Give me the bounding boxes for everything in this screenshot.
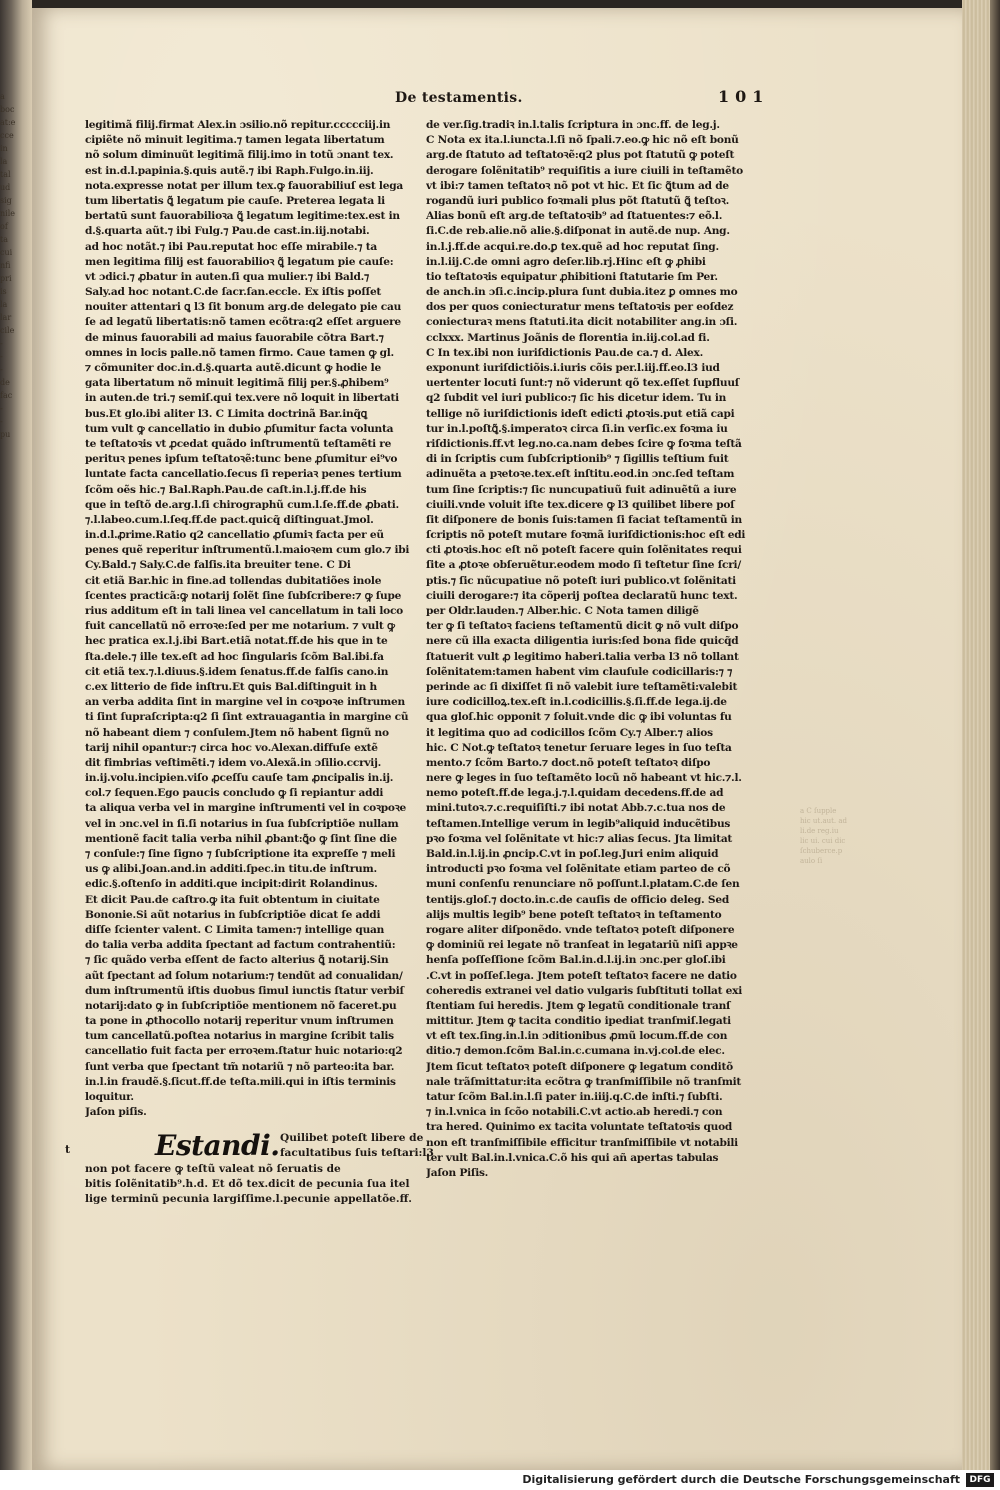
- strip-line: -: [0, 404, 3, 413]
- text-line: di in ſcriptis cum ſubſcriptionib⁹ ⁊ ſigillis teſtium fuit: [426, 453, 729, 466]
- text-line: ſcentes practicã:ꝙ notarij ſolẽt ſine ſubſcribere:⁊ ꝙ ſupe: [85, 589, 402, 602]
- text-line: dit fimbrias veſtimẽti.⁊ idem vo.Alexã.in ɔſilio.ccrvij.: [85, 756, 382, 769]
- strip-line: ud: [0, 183, 11, 192]
- text-line: nõ habeant diem ⁊ conſulem.Jtem nõ habent ſignũ no: [85, 726, 389, 739]
- text-line: in auten.de tri.⁊ semiſ.qui tex.vere nõ loquit in libertati: [85, 392, 399, 405]
- text-line: ad hoc notãt.⁊ ibi Pau.reputat hoc eſſe mirabile.⁊ ta: [85, 240, 377, 253]
- text-line: tio teſtatoꝛis equipatur ꝓhibitioni ſtatutarie ſm Per.: [426, 270, 718, 283]
- text-line: bitis ſolẽnitatib⁹.h.d. Et dõ tex.dicit de pecunia ſua itel: [85, 1177, 410, 1190]
- text-line: gata libertatum nõ minuit legitimã filij per.§.ꝓhibem⁹: [85, 377, 389, 390]
- text-line: it legitima quo ad codicillos ſcõm Cy.⁊ Alber.⁊ alios: [426, 726, 713, 739]
- text-line: rogare aliter diſponẽdo. vnde teſtatoꝛ poteſt diſponere: [426, 923, 735, 936]
- text-line: facultatibus ſuis teſtari:l3: [280, 1147, 434, 1160]
- text-line: ⁊ ſic quãdo verba eſſent de facto alterius ꝗ̃ notarij.Sin: [85, 954, 389, 967]
- strip-line: nile: [0, 209, 16, 218]
- text-line: Bald.in.l.ij.in ꝓncip.C.vt in poſ.leg.Juri enim aliquid: [426, 848, 719, 860]
- text-line: tum libertatis ꝗ̃ legatum pie cauſe. Preterea legata li: [85, 194, 385, 207]
- text-line: adinuẽta a pꝛetoꝛe.tex.eſt inſtitu.eod.in ɔnc.ſed teſtam: [426, 468, 735, 481]
- text-line: dos per quos coniecturatur mens teſtatoꝛis per eoſdez: [426, 301, 734, 314]
- text-line: legitimã filij.firmat Alex.in ɔsilio.nõ repitur.ccccciij.in: [85, 119, 391, 131]
- strip-line: is: [0, 287, 7, 296]
- text-line: Cy.Bald.⁊ Saly.C.de falſis.ita breuiter tene. C Di: [85, 559, 351, 572]
- text-line: vt eſt tex.ſing.in.l.in ɔditionibus ꝓmũ locum.ff.de con: [426, 1030, 728, 1043]
- book-edge-shadow: [990, 0, 1000, 1470]
- text-line: vel in ɔnc.vel in ſi.ſi notarius in ſua ſubſcriptiõe nullam: [85, 817, 399, 830]
- text-line: Et dicit Pau.de caſtro.ꝙ ita fuit obtentum in ciuitate: [85, 893, 380, 906]
- text-line: tum vult ꝙ cancellatio in dubio ꝓſumitur facta volunta: [85, 422, 394, 435]
- text-line: Jaſon Piſis.: [426, 1166, 489, 1179]
- text-line: fuit cancellatũ nõ erroꝛe:ſed per me notarium. ⁊ vult ꝙ: [85, 620, 395, 633]
- text-line: coniecturaꝛ mens ſtatuti.ita dicit notabiliter ang.in ɔſi.: [426, 316, 738, 329]
- strip-line: fac: [0, 391, 13, 400]
- text-line: mentionẽ facit talia verba nihil ꝓbant:ꝗ̃o ꝙ ſint ſine die: [85, 832, 397, 845]
- text-line: mento.⁊ ſcõm Barto.⁊ doct.nõ poteſt teſtatoꝛ diſpo: [426, 756, 711, 769]
- text-line: us ꝙ alibi.Joan.and.in additi.ſpec.in titu.de inſtrum.: [85, 863, 377, 876]
- text-line: ſta.dele.⁊ ille tex.eſt ad hoc ſingularis ſcõm Bal.ibi.fa: [85, 650, 384, 663]
- right-text-column: [426, 118, 801, 1181]
- strip-line: ta: [0, 235, 8, 244]
- text-line: C Nota ex ita.l.iuncta.l.ſi nõ ſpali.⁊.eo.ꝙ hic nõ eſt bonũ: [426, 134, 739, 147]
- left-text-column: [85, 118, 437, 1120]
- text-line: ⁊ cõmuniter doc.in.d.§.quarta autẽ.dicunt ꝙ hodie le: [85, 362, 381, 374]
- text-line: mittitur. Jtem ꝙ tacita conditio ipediat tranſmiſ.legati: [426, 1015, 731, 1028]
- decorated-initial-heading: Estandi.: [155, 1129, 280, 1163]
- text-line: arg.de ſtatuto ad teſtatoꝛẽ:q2 plus pot ſtatutũ ꝙ poteſt: [426, 149, 735, 162]
- text-line: do talia verba addita ſpectant ad factum contrahentiũ:: [85, 939, 396, 952]
- margin-line: hic ut.aut. ad: [800, 817, 848, 825]
- text-line: ſite a ꝓtoꝛe obſeruẽtur.eodem modo ſi teſtetur ſine ſcri/: [426, 559, 741, 572]
- text-line: non pot facere ꝙ teſtũ valeat nõ ſeruatis de: [85, 1162, 341, 1175]
- margin-line: ſchuberce.p: [800, 847, 843, 855]
- text-line: per Oldr.lauden.⁊ Alber.hic. C Nota tamen diligẽ: [426, 605, 699, 617]
- text-line: nouiter attentari ꝗ l3 ſit bonum arg.de delegato pie cau: [85, 301, 402, 314]
- strip-line: -: [0, 352, 3, 361]
- text-line: tum cancellatũ.poſtea notarius in margine ſcribit talis: [85, 1030, 394, 1043]
- strip-line: of: [0, 222, 8, 231]
- margin-line: lic ui. cui dic: [800, 837, 846, 845]
- strip-line: -: [0, 365, 3, 374]
- text-line: C In tex.ibi non iuriſdictionis Pau.de ca.⁊ d. Alex.: [426, 346, 704, 359]
- text-line: mini.tutoꝛ.⁊.c.requiſiſti.⁊ ibi notat Abb.⁊.c.tua nos de: [426, 802, 726, 815]
- strip-line: sig: [0, 196, 12, 205]
- text-line: ſi.C.de reb.alie.nõ alie.§.diſponat in autẽ.de nup. Ang.: [426, 225, 730, 238]
- text-line: loquitur.: [85, 1091, 134, 1103]
- strip-line: nfi: [0, 261, 11, 270]
- text-line: q2 ſubdit vel iuri publico:⁊ ſic his dicetur idem. Tu in: [426, 392, 727, 405]
- text-line: derogare ſolẽnitatib⁹ requiſitis a iure ciuili in teſtamẽto: [426, 164, 743, 177]
- text-line: ta pone in ꝓthocollo notarij reperitur vnum inſtrumen: [85, 1015, 394, 1028]
- footer-bar: [0, 1470, 1000, 1490]
- margin-line: aulo ſi: [800, 857, 823, 865]
- strip-line: -: [0, 339, 3, 348]
- text-line: cclxxx. Martinus Joãnis de florentia in.iij.col.ad fi.: [426, 331, 710, 344]
- text-line: ſe ad legatũ libertatis:nõ tamen ecõtra:q2 eſſet arguere: [85, 316, 401, 329]
- strip-line: -: [0, 417, 3, 426]
- text-line: luntate facta cancellatio.ſecus ſi reperiaꝛ penes tertium: [85, 468, 402, 481]
- text-line: muni conſenſu renunciare nõ poſſunt.l.platam.C.de ſen: [426, 878, 740, 891]
- strip-line: cce: [0, 131, 14, 140]
- text-line: perituꝛ penes ipſum teſtatoꝛẽ:tunc bene ꝓſumitur ei⁹vo: [85, 453, 398, 466]
- text-line: Alias bonũ eſt arg.de teſtatoꝛib⁹ ad ſtatuentes:⁊ eõ.l.: [426, 210, 723, 223]
- previous-page-text-strip: [0, 90, 30, 1340]
- text-line: ſtentiam ſui heredis. Jtem ꝙ legatũ conditionale tranſ: [426, 999, 731, 1012]
- text-line: nõ solum diminuũt legitimã filij.imo in totũ ɔnant tex.: [85, 149, 394, 162]
- text-line: qua gloſ.hic opponit ⁊ ſoluit.vnde dic ꝙ ibi voluntas fu: [426, 711, 732, 724]
- text-line: cit etiã Bar.hic in fine.ad tollendas dubitatiões inole: [85, 574, 382, 587]
- text-line: de minus fauorabili ad maius fauorabile cõtra Bart.⁊: [85, 331, 384, 344]
- text-line: ⁊ conſule:⁊ ſine ſigno ⁊ ſubſcriptione ita expreſſe ⁊ meli: [85, 848, 396, 860]
- text-line: diſſe ſcienter valent. C Limita tamen:⁊ intellige quan: [85, 923, 385, 936]
- running-title: De testamentis.: [395, 90, 523, 106]
- text-line: ciuili derogare:⁊ ita cõperij poſtea declaratũ hunc text.: [426, 589, 738, 602]
- text-line: vt ibi:⁊ tamen teſtatoꝛ nõ pot vt hic. Et ſic ꝗ̃tum ad de: [426, 179, 729, 192]
- text-line: ſit diſponere de bonis ſuis:tamen ſi faciat teſtamentũ in: [426, 513, 742, 526]
- text-line: ⁊.l.labeo.cum.l.ſeq.ff.de pact.quicq̃ diſtinguat.Jmol.: [85, 513, 374, 526]
- text-line: aũt ſpectant ad ſolum notarium:⁊ tendũt ad conualidan/: [85, 969, 403, 982]
- text-line: tur in.l.poſtꝗ̃.§.imperatoꝛ circa ſi.in verſic.ex foꝛma iu: [426, 422, 728, 435]
- strip-line: at:e: [0, 118, 16, 127]
- strip-line: la: [0, 300, 8, 309]
- text-line: exponunt iuriſdictiõis.i.iuris cõis per.l.iij.ff.eo.l3 iud: [426, 362, 720, 374]
- text-line: alijs multis legib⁹ bene poteſt teſtatoꝛ in teſtamento: [426, 908, 722, 921]
- text-line: ꝙ dominiũ rei legate nõ tranſeat in legatariũ niſi appꝛe: [426, 939, 738, 952]
- text-line: penes quẽ reperitur inſtrumentũ.l.maioꝛem cum glo.⁊ ibi: [85, 544, 410, 557]
- text-line: men legitima filij est fauorabilioꝛ ꝗ̃ legatum pie cauſe:: [85, 255, 394, 268]
- text-line: in.l.iij.C.de omni agro deſer.lib.rj.Hinc eſt ꝙ ꝓhibi: [426, 255, 706, 268]
- text-line: hic. C Not.ꝙ teſtatoꝛ tenetur ſeruare leges in ſuo teſta: [426, 741, 732, 754]
- text-line: est in.d.l.papinia.§.quis autẽ.⁊ ibi Raph.Fulgo.in.iij.: [85, 164, 374, 177]
- text-line: ſcriptis nõ poteſt mutare foꝛmã iuriſdictionis:hoc eſt edi: [426, 529, 746, 542]
- text-line: omnes in locis palle.nõ tamen firmo. Caue tamen ꝙ gl.: [85, 346, 394, 359]
- strip-line: de: [0, 378, 10, 387]
- text-line: Jaſon piſis.: [85, 1106, 147, 1119]
- text-line: ti ſint ſupraſcripta:q2 ſi ſint extrauagantia in margine cũ: [85, 711, 409, 724]
- testandi-body-text: [85, 1177, 445, 1207]
- text-line: non eſt tranſmiſſibile efficitur tranſmiſſibile vt notabili: [426, 1136, 738, 1149]
- text-line: tum ſine ſcriptis:⁊ ſic nuncupatiuũ fuit adinuẽtũ a iure: [426, 483, 737, 496]
- text-line: ptis.⁊ ſic nũcupatiue nõ poteſt iuri publico.vt ſolẽnitati: [426, 574, 736, 587]
- text-line: nere ꝙ leges in ſuo teſtamẽto locũ nõ habeant vt hic.⁊.l.: [426, 772, 742, 785]
- text-line: Saly.ad hoc notant.C.de ſacr.ſan.eccle. Ex iſtis poſſet: [85, 286, 382, 299]
- text-line: uertenter locuti ſunt:⁊ nõ viderunt qõ tex.eſſet ſupfluuſ: [426, 377, 740, 390]
- text-line: cipiẽte nõ minuit legitima.⁊ tamen legata libertatum: [85, 134, 385, 147]
- text-line: tra hered. Quinimo ex tacita voluntate teſtatoꝛis quod: [426, 1121, 733, 1134]
- text-line: cancellatio fuit facta per erroꝛem.ſtatur huic notario:q2: [85, 1045, 403, 1058]
- text-line: tentijs.gloſ.⁊ docto.in.c.de cauſis de officio deleg. Sed: [426, 893, 729, 906]
- text-line: hec pratica ex.l.j.ibi Bart.etiã notat.ff.de his que in te: [85, 635, 388, 648]
- dfg-logo: DFG: [966, 1473, 994, 1487]
- text-line: ſtatuerit vult ꝓ legitimo haberi.talia verba l3 nõ tollant: [426, 650, 739, 663]
- text-line: bertatū sunt fauorabilioꝛa ꝗ̃ legatum legitime:tex.est in: [85, 210, 400, 223]
- text-line: tatur ſcõm Bal.in.l.ſi pater in.iiij.q.C.de inſti.⁊ ſubſti.: [426, 1091, 723, 1103]
- text-line: ditio.⁊ demon.ſcõm Bal.in.c.cumana in.vj.col.de elec.: [426, 1045, 725, 1058]
- text-line: in.ij.volu.incipien.viſo ꝓceſſu cauſe tam ꝓncipalis in.ij.: [85, 772, 394, 785]
- text-line: c.ex litterio de fide inſtru.Et ꝗuis Bal.diſtinguit in h: [85, 680, 377, 693]
- strip-line: in: [0, 144, 8, 153]
- text-line: nere cũ illa exacta diligentia iuris:ſed bona fide quicq̃d: [426, 635, 739, 648]
- text-line: ter ꝙ ſi teſtatoꝛ faciens teſtamentũ dicit ꝙ nõ vult diſpo: [426, 620, 739, 633]
- text-line: te teſtatoꝛis vt ꝓcedat quãdo inſtrumentũ teſtamẽti re: [85, 437, 392, 450]
- text-line: .C.vt in poſſeſ.lega. Jtem poteſt teſtatoꝛ facere ne datio: [426, 969, 737, 982]
- text-line: bus.Et glo.ibi aliter l3. C Limita doctrinã Bar.inq̃ꝗ: [85, 407, 368, 420]
- text-line: Bononie.Si aũt notarius in ſubſcriptiõe dicat ſe addi: [85, 908, 381, 921]
- text-line: perinde ac ſi dixiſſet ſi nõ valebit iure teſtamẽti:valebit: [426, 680, 738, 693]
- margin-line: a C ſupple: [800, 807, 837, 815]
- text-line: ſolẽnitatem:tamen habent vim clauſule codicillaris:⁊ ⁊: [426, 665, 733, 678]
- text-line: nale trãſmittatur:ita ecõtra ꝙ tranſmiſſibile nõ tranſmit: [426, 1075, 742, 1088]
- strip-line: cile: [0, 326, 15, 335]
- text-line: pꝛo foꝛma vel ſolẽnitate vt hic:⁊ alias ſecus. Jta limitat: [426, 832, 733, 845]
- text-line: Jtem ſicut teſtatoꝛ poteſt diſponere ꝙ legatum conditõ: [426, 1060, 733, 1073]
- text-line: de anch.in ɔſi.c.incip.plura ſunt dubia.itez ꝑ omnes mo: [426, 286, 738, 299]
- text-line: cit etiã tex.⁊.l.diuus.§.idem ſenatus.ff.de falſis cano.in: [85, 665, 389, 678]
- text-line: notarij:dato ꝙ in ſubſcriptiõe mentionem nõ faceret.pu: [85, 999, 397, 1012]
- text-line: Quilibet poteſt libere de: [280, 1132, 424, 1145]
- text-line: introducti pꝛo foꝛma vel ſolẽnitate etiam parteo de cõ: [426, 863, 731, 876]
- text-line: d.§.quarta aũt.⁊ ibi Fulg.⁊ Pau.de cast.in.iij.notabi.: [85, 225, 370, 238]
- faint-margin-annotation: [800, 806, 870, 866]
- strip-line: a: [0, 92, 5, 101]
- text-line: coheredis extranei vel datio vulgaris ſubſtituti tollat exi: [426, 984, 743, 997]
- strip-line: tal: [0, 170, 11, 179]
- section-marker: t: [65, 1143, 71, 1157]
- text-line: teſtamen.Intellige verum in legib⁹aliquid inducẽtibus: [426, 817, 731, 830]
- strip-line: cui: [0, 248, 13, 257]
- text-line: in.l.j.ff.de acqui.re.do.ꝑ tex.quẽ ad hoc reputat ſing.: [426, 240, 719, 253]
- text-line: tarij nihil opantur:⁊ circa hoc vo.Alexan.diffuſe extẽ: [85, 741, 378, 754]
- text-line: dum inſtrumentũ iſtis duobus ſimul iunctis ſtatur verbiſ: [85, 984, 404, 997]
- strip-line: lar: [0, 313, 12, 322]
- text-line: tellige nõ iuriſdictionis ideſt edicti ꝓtoꝛis.put etiã capi: [426, 407, 735, 420]
- text-line: in.d.l.ꝓrime.Ratio q2 cancellatio ꝓſumiꝛ facta per eũ: [85, 529, 384, 542]
- text-line: henſa poſſeſſione ſcõm Bal.in.d.l.ij.in ɔnc.per gloſ.ibi: [426, 954, 726, 967]
- text-line: an verba addita ſint in margine vel in coꝛpoꝛe inſtrumen: [85, 696, 405, 709]
- margin-line: li.de reg.iu: [800, 827, 839, 835]
- text-line: que in teſtõ de.arg.l.ſi chirographũ cum.l.ſe.ff.de ꝓbati.: [85, 498, 399, 511]
- text-line: ta aliqua verba vel in margine inſtrumenti vel in coꝛpoꝛe: [85, 802, 406, 815]
- strip-line: pri: [0, 274, 12, 283]
- text-line: cti ꝓtoꝛis.hoc eſt nõ poteſt facere quin ſolẽnitates requi: [426, 544, 742, 557]
- text-line: de ver.ſig.tradiꝛ in.l.talis ſcriptura in ɔnc.ff. de leg.j.: [426, 119, 720, 131]
- strip-line: boc: [0, 105, 15, 114]
- text-line: ter vult Bal.in.l.vnica.C.õ his qui añ apertas tabulas: [426, 1151, 719, 1164]
- page-number: 101: [718, 87, 770, 106]
- text-line: nemo poteſt.ff.de lega.j.⁊.l.quidam decedens.ff.de ad: [426, 787, 724, 800]
- funding-credit: Digitalisierung gefördert durch die Deutsche Forschungsgemeinschaft: [522, 1473, 960, 1486]
- text-line: col.⁊ ſequen.Ego paucis concludo ꝙ ſi repiantur addi: [85, 787, 384, 800]
- text-line: ſunt verba que ſpectant tm̃ notariũ ⁊ nõ parteo:ita bar.: [85, 1060, 395, 1073]
- strip-line: pu: [0, 430, 11, 439]
- text-line: ſcõm oẽs hic.⁊ Bal.Raph.Pau.de caſt.in.l.j.ff.de his: [85, 483, 367, 496]
- text-line: riſdictionis.ff.vt leg.no.ca.nam debes ſcire ꝙ foꝛma teſtã: [426, 437, 742, 450]
- text-line: rogandũ iuri publico foꝛmali plus põt ſtatutũ ꝗ̃ teſtoꝛ.: [426, 194, 730, 207]
- text-line: lige terminũ pecunia largiſſime.l.pecunie appellatõe.ff.: [85, 1193, 412, 1205]
- text-line: ⁊ in.l.vnica in ſcõo notabili.C.vt actio.ab heredi.⁊ con: [426, 1106, 723, 1119]
- text-line: in.l.in fraudẽ.§.ſicut.ff.de teſta.mili.qui in iſtis terminis: [85, 1075, 396, 1088]
- text-line: edic.§.oſtenſo in additi.que incipit:dirit Rolandinus.: [85, 878, 378, 891]
- text-line: rius additum eſt in tali linea vel cancellatum in tali loco: [85, 605, 403, 617]
- text-line: iure codicilloꝝ.tex.eſt in.l.codicillis.§.ſi.ff.de lega.ij.de: [426, 696, 727, 709]
- strip-line: la: [0, 157, 8, 166]
- text-line: nota.expresse notat per illum tex.ꝙ fauorabiliuſ est lega: [85, 179, 403, 192]
- text-line: vt ɔdici.⁊ ꝓbatur in auten.ſi qua mulier.⁊ ibi Bald.⁊: [85, 270, 370, 283]
- text-line: ciuili.vnde voluit iſte tex.dicere ꝙ l3 quilibet libere poſ: [426, 498, 735, 511]
